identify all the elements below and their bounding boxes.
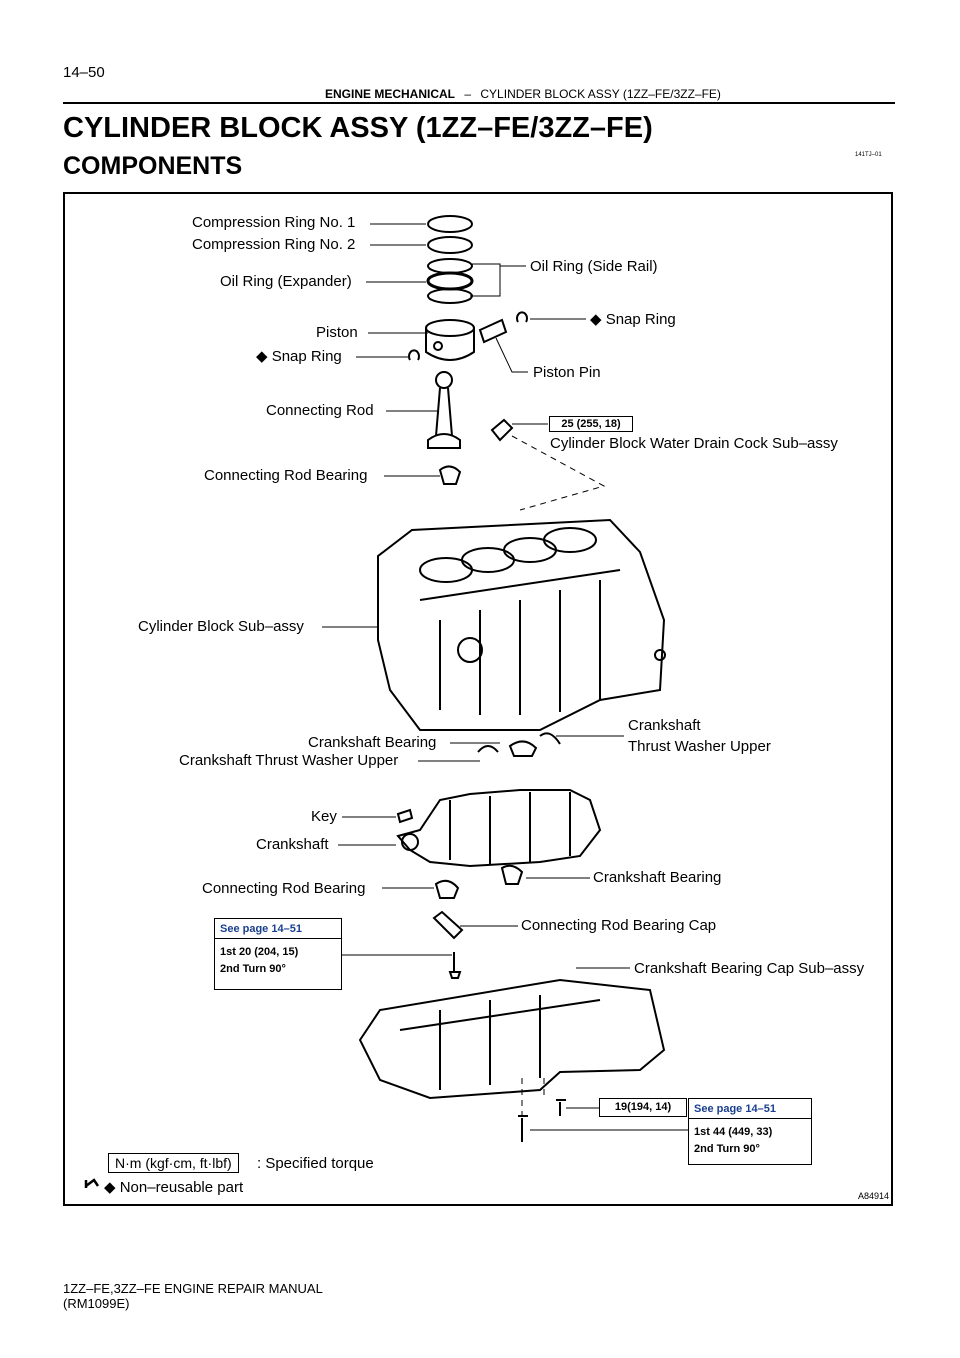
section-title: COMPONENTS [63,152,243,180]
label-connecting-rod: Connecting Rod [266,402,374,419]
label-piston: Piston [316,324,358,341]
torque-drain-cock: 25 (255, 18) [549,416,633,432]
spec-rod-cap-line2: 2nd Turn 90° [220,963,286,975]
connecting-rod [428,372,460,448]
rod-bearing-shape [440,466,460,484]
label-connecting-rod-bearing-top: Connecting Rod Bearing [204,467,368,484]
header-separator: – [464,87,472,101]
figure-id: A84914 [858,1191,890,1201]
spec-rod-cap-line1: 1st 20 (204, 15) [220,946,299,958]
label-drain-cock: Cylinder Block Water Drain Cock Sub–assy [550,435,838,452]
label-piston-pin: Piston Pin [533,364,601,381]
thrust-washer-upper-right [540,733,560,744]
page-title: CYLINDER BLOCK ASSY (1ZZ–FE/3ZZ–FE) [63,112,653,144]
label-bearing-cap-assy: Crankshaft Bearing Cap Sub–assy [634,960,865,977]
page-number: 14–50 [63,64,105,81]
leader-lines [322,224,688,1130]
label-connecting-rod-bearing-cap: Connecting Rod Bearing Cap [521,917,717,934]
footer-manual-code: (RM1099E) [63,1296,130,1311]
crankshaft [398,790,600,866]
spec-bearing-cap-line2: 2nd Turn 90° [694,1143,760,1155]
header-subsection: CYLINDER BLOCK ASSY (1ZZ–FE/3ZZ–FE) [480,87,721,101]
piston [426,320,474,360]
piston-pin [480,320,506,342]
label-key: Key [311,808,337,825]
label-snap-ring-right: ◆ Snap Ring [590,311,676,328]
bearing-cap-assy [360,980,664,1098]
label-thrust-washer-left: Crankshaft Thrust Washer Upper [179,752,399,769]
label-snap-ring-left: ◆ Snap Ring [256,348,342,365]
cap-bolt-long-shape [518,1116,528,1142]
rod-bearing-lower-shape [436,881,458,898]
crank-bearing-upper-shape [510,741,536,756]
label-crankshaft-bearing-upper: Crankshaft Bearing [308,734,437,751]
spec-rod-cap-link[interactable]: See page 14–51 [215,919,341,939]
snap-ring-right-shape [517,312,527,322]
label-oil-ring-expander: Oil Ring (Expander) [220,273,352,290]
spec-box-rod-cap [214,918,342,990]
bolt-shape [450,952,460,978]
spec-box-bearing-cap [688,1098,812,1165]
cap-bolt-small-shape [556,1100,566,1116]
drain-cock-shape [492,420,512,440]
legend-unit-box: N·m (kgf·cm, ft·lbf) [108,1153,239,1173]
label-oil-ring-side-rail: Oil Ring (Side Rail) [530,258,658,275]
thrust-washer-upper-left [478,746,498,752]
legend-unit-text: : Specified torque [257,1155,374,1172]
label-compression-ring-1: Compression Ring No. 1 [192,214,356,231]
label-compression-ring-2: Compression Ring No. 2 [192,236,356,253]
label-thrust-washer-right-1: Crankshaft [628,717,701,734]
spec-bearing-cap-line1: 1st 44 (449, 33) [694,1126,773,1138]
label-thrust-washer-right-2: Thrust Washer Upper [628,738,771,755]
piston-rings [428,216,472,303]
snap-ring-left-shape [409,350,419,360]
label-cylinder-block: Cylinder Block Sub–assy [138,618,304,635]
crank-bearing-lower-shape [502,866,522,884]
label-crankshaft: Crankshaft [256,836,329,853]
footer-manual-title: 1ZZ–FE,3ZZ–FE ENGINE REPAIR MANUAL [63,1281,323,1296]
label-crankshaft-bearing-lower: Crankshaft Bearing [593,869,722,886]
cylinder-block [378,520,665,730]
torque-cap-bolt-small: 19(194, 14) [599,1098,687,1117]
legend-nonreusable: ◆ Non–reusable part [104,1179,244,1196]
label-connecting-rod-bearing-bottom: Connecting Rod Bearing [202,880,366,897]
page-code: 141TJ–01 [855,152,882,158]
spec-bearing-cap-link[interactable]: See page 14–51 [689,1099,811,1119]
header-section: ENGINE MECHANICAL [325,87,456,101]
key-shape [398,810,412,822]
rod-bearing-cap-shape [434,912,462,938]
checkmark-icon [86,1180,98,1188]
